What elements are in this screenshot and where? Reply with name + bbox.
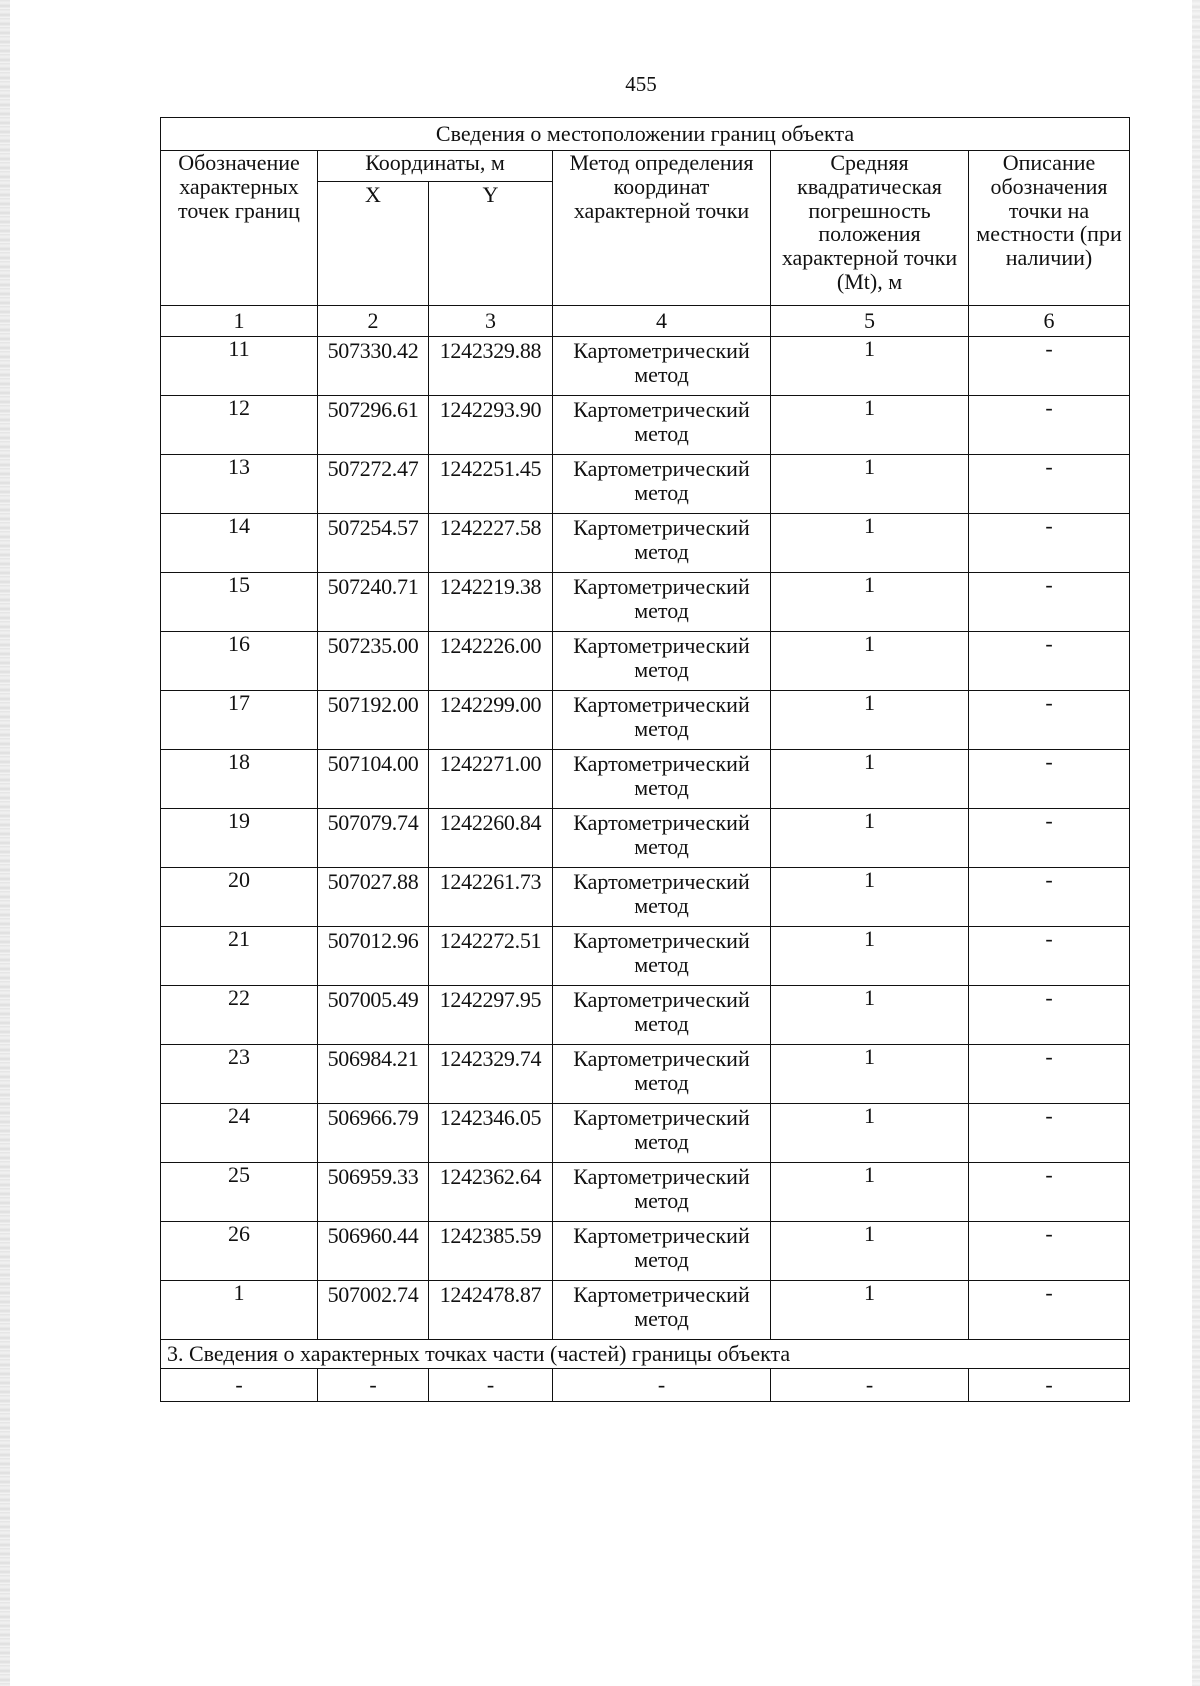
scan-edge-right	[1192, 0, 1200, 1686]
mean-error-cell: 1	[771, 927, 969, 986]
table-row	[161, 1281, 1130, 1340]
section3-empty-row	[161, 1369, 1130, 1402]
description-cell: -	[969, 632, 1130, 691]
method-cell: Картометрический метод	[553, 1222, 771, 1281]
x-coordinate-cell: 507330.42	[318, 337, 429, 396]
description-cell: -	[969, 455, 1130, 514]
y-coordinate-cell: 1242226.00	[429, 632, 553, 691]
section3-cell: -	[553, 1369, 771, 1402]
point-cell: 1	[161, 1281, 318, 1340]
point-cell: 23	[161, 1045, 318, 1104]
column-number-6: 6	[969, 306, 1130, 337]
description-cell: -	[969, 573, 1130, 632]
point-cell: 15	[161, 573, 318, 632]
y-coordinate-cell: 1242271.00	[429, 750, 553, 809]
description-cell: -	[969, 927, 1130, 986]
scan-edge-left	[0, 0, 10, 1686]
y-coordinate-cell: 1242329.88	[429, 337, 553, 396]
mean-error-cell: 1	[771, 1163, 969, 1222]
point-cell: 22	[161, 986, 318, 1045]
y-coordinate-cell: 1242219.38	[429, 573, 553, 632]
method-cell: Картометрический метод	[553, 632, 771, 691]
point-cell: 20	[161, 868, 318, 927]
point-cell: 16	[161, 632, 318, 691]
y-coordinate-cell: 1242297.95	[429, 986, 553, 1045]
method-cell: Картометрический метод	[553, 1281, 771, 1340]
description-cell: -	[969, 1222, 1130, 1281]
x-coordinate-cell: 507254.57	[318, 514, 429, 573]
page-number: 455	[625, 72, 657, 96]
table-body	[161, 118, 1130, 1402]
table-row	[161, 337, 1130, 396]
section3-cell: -	[969, 1369, 1130, 1402]
description-cell: -	[969, 809, 1130, 868]
description-cell: -	[969, 337, 1130, 396]
mean-error-cell: 1	[771, 632, 969, 691]
mean-error-cell: 1	[771, 514, 969, 573]
mean-error-cell: 1	[771, 868, 969, 927]
description-cell: -	[969, 1045, 1130, 1104]
x-coordinate-cell: 507272.47	[318, 455, 429, 514]
point-cell: 21	[161, 927, 318, 986]
mean-error-cell: 1	[771, 986, 969, 1045]
method-cell: Картометрический метод	[553, 514, 771, 573]
section3-cell: -	[318, 1369, 429, 1402]
table-row	[161, 927, 1130, 986]
method-cell: Картометрический метод	[553, 1045, 771, 1104]
method-cell: Картометрический метод	[553, 455, 771, 514]
y-coordinate-cell: 1242478.87	[429, 1281, 553, 1340]
point-cell: 12	[161, 396, 318, 455]
method-cell: Картометрический метод	[553, 809, 771, 868]
point-cell: 14	[161, 514, 318, 573]
x-coordinate-cell: 507012.96	[318, 927, 429, 986]
x-coordinate-cell: 507192.00	[318, 691, 429, 750]
header-description: Описание обозначения точки на местности (при наличии)	[969, 151, 1130, 306]
description-cell: -	[969, 1281, 1130, 1340]
description-cell: -	[969, 396, 1130, 455]
header-point-designation: Обозначение характерных точек границ	[161, 151, 318, 306]
method-cell: Картометрический метод	[553, 1104, 771, 1163]
header-x: X	[318, 182, 429, 306]
x-coordinate-cell: 506959.33	[318, 1163, 429, 1222]
description-cell: -	[969, 1163, 1130, 1222]
mean-error-cell: 1	[771, 455, 969, 514]
header-method: Метод определения координат характерной точки	[553, 151, 771, 306]
point-cell: 17	[161, 691, 318, 750]
table-row	[161, 691, 1130, 750]
column-number-2: 2	[318, 306, 429, 337]
table-row	[161, 868, 1130, 927]
description-cell: -	[969, 986, 1130, 1045]
table-row	[161, 455, 1130, 514]
table-row	[161, 750, 1130, 809]
x-coordinate-cell: 507027.88	[318, 868, 429, 927]
header-mean-error: Средняя квадратическая погрешность положения характерной точки (Mt), м	[771, 151, 969, 306]
method-cell: Картометрический метод	[553, 573, 771, 632]
point-cell: 13	[161, 455, 318, 514]
mean-error-cell: 1	[771, 573, 969, 632]
section3-cell: -	[429, 1369, 553, 1402]
x-coordinate-cell: 507104.00	[318, 750, 429, 809]
header-coordinates: Координаты, м	[318, 151, 553, 182]
description-cell: -	[969, 691, 1130, 750]
method-cell: Картометрический метод	[553, 396, 771, 455]
table-row	[161, 396, 1130, 455]
point-cell: 11	[161, 337, 318, 396]
y-coordinate-cell: 1242272.51	[429, 927, 553, 986]
mean-error-cell: 1	[771, 809, 969, 868]
x-coordinate-cell: 507005.49	[318, 986, 429, 1045]
x-coordinate-cell: 507079.74	[318, 809, 429, 868]
mean-error-cell: 1	[771, 337, 969, 396]
point-cell: 25	[161, 1163, 318, 1222]
column-number-4: 4	[553, 306, 771, 337]
mean-error-cell: 1	[771, 396, 969, 455]
mean-error-cell: 1	[771, 1281, 969, 1340]
table-row	[161, 809, 1130, 868]
table-title: Сведения о местоположении границ объекта	[161, 118, 1130, 151]
y-coordinate-cell: 1242261.73	[429, 868, 553, 927]
section3-cell: -	[771, 1369, 969, 1402]
table-row	[161, 1045, 1130, 1104]
method-cell: Картометрический метод	[553, 691, 771, 750]
y-coordinate-cell: 1242385.59	[429, 1222, 553, 1281]
method-cell: Картометрический метод	[553, 927, 771, 986]
y-coordinate-cell: 1242299.00	[429, 691, 553, 750]
method-cell: Картометрический метод	[553, 337, 771, 396]
point-cell: 24	[161, 1104, 318, 1163]
column-number-3: 3	[429, 306, 553, 337]
y-coordinate-cell: 1242362.64	[429, 1163, 553, 1222]
table-row	[161, 1222, 1130, 1281]
y-coordinate-cell: 1242329.74	[429, 1045, 553, 1104]
description-cell: -	[969, 750, 1130, 809]
table-row	[161, 1163, 1130, 1222]
point-cell: 19	[161, 809, 318, 868]
table-row	[161, 632, 1130, 691]
header-row	[161, 151, 1130, 182]
point-cell: 26	[161, 1222, 318, 1281]
y-coordinate-cell: 1242293.90	[429, 396, 553, 455]
method-cell: Картометрический метод	[553, 868, 771, 927]
table-row	[161, 986, 1130, 1045]
x-coordinate-cell: 507240.71	[318, 573, 429, 632]
x-coordinate-cell: 507002.74	[318, 1281, 429, 1340]
boundary-table	[160, 117, 1130, 1402]
y-coordinate-cell: 1242260.84	[429, 809, 553, 868]
method-cell: Картометрический метод	[553, 750, 771, 809]
mean-error-cell: 1	[771, 1222, 969, 1281]
mean-error-cell: 1	[771, 1104, 969, 1163]
point-cell: 18	[161, 750, 318, 809]
section3-cell: -	[161, 1369, 318, 1402]
y-coordinate-cell: 1242251.45	[429, 455, 553, 514]
mean-error-cell: 1	[771, 750, 969, 809]
description-cell: -	[969, 514, 1130, 573]
mean-error-cell: 1	[771, 691, 969, 750]
y-coordinate-cell: 1242227.58	[429, 514, 553, 573]
x-coordinate-cell: 507235.00	[318, 632, 429, 691]
description-cell: -	[969, 1104, 1130, 1163]
method-cell: Картометрический метод	[553, 1163, 771, 1222]
x-coordinate-cell: 507296.61	[318, 396, 429, 455]
x-coordinate-cell: 506984.21	[318, 1045, 429, 1104]
section3-title: 3. Сведения о характерных точках части (частей) границы объекта	[161, 1340, 1130, 1369]
table-row	[161, 573, 1130, 632]
table-row	[161, 1104, 1130, 1163]
x-coordinate-cell: 506966.79	[318, 1104, 429, 1163]
mean-error-cell: 1	[771, 1045, 969, 1104]
table-title-row	[161, 118, 1130, 151]
section3-title-row	[161, 1340, 1130, 1369]
column-number-1: 1	[161, 306, 318, 337]
table-row	[161, 514, 1130, 573]
column-number-row	[161, 306, 1130, 337]
description-cell: -	[969, 868, 1130, 927]
header-y: Y	[429, 182, 553, 306]
method-cell: Картометрический метод	[553, 986, 771, 1045]
column-number-5: 5	[771, 306, 969, 337]
y-coordinate-cell: 1242346.05	[429, 1104, 553, 1163]
x-coordinate-cell: 506960.44	[318, 1222, 429, 1281]
